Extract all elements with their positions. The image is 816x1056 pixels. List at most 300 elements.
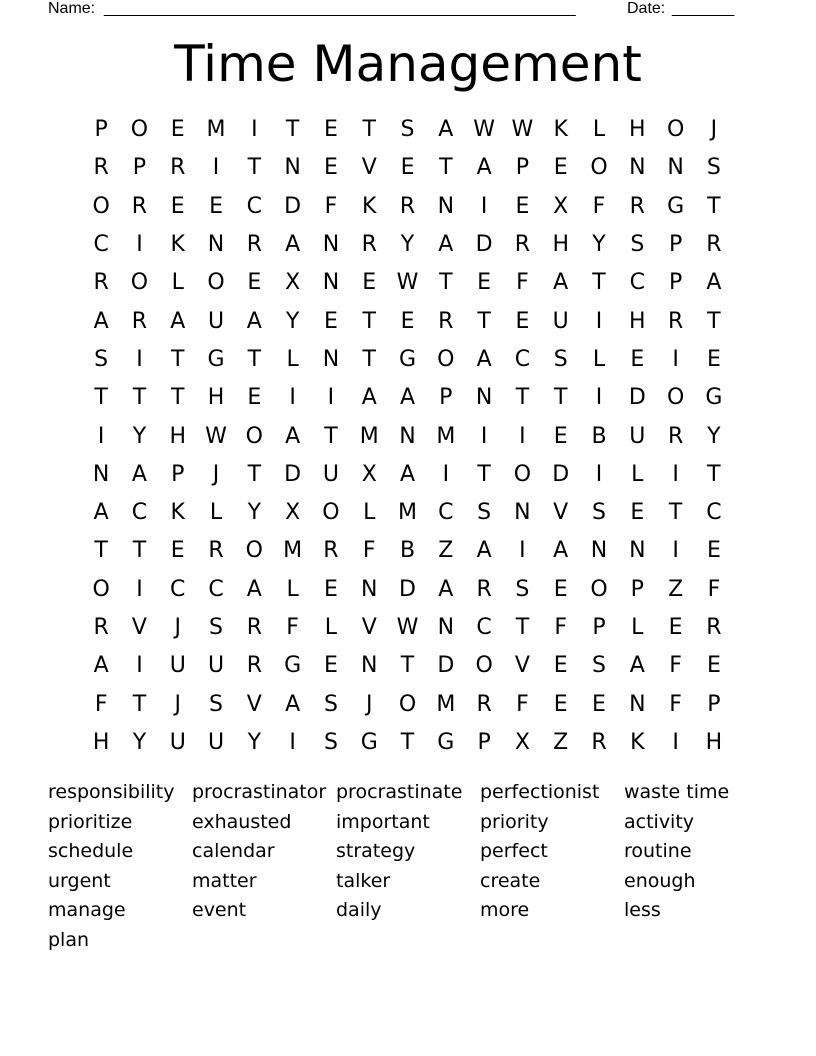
grid-letter[interactable]: E [170,538,185,564]
grid-letter[interactable]: Y [247,729,262,755]
grid-letter[interactable]: N [360,653,378,679]
grid-letter[interactable]: S [400,117,415,143]
grid-letter[interactable]: A [285,232,301,258]
grid-letter[interactable]: H [629,308,646,334]
grid-letter[interactable]: E [323,653,338,679]
grid-letter[interactable]: N [92,461,110,487]
grid-letter[interactable]: E [362,270,377,296]
grid-letter[interactable]: U [552,308,569,334]
grid-letter[interactable]: E [706,346,721,372]
grid-letter[interactable]: I [595,308,603,334]
grid-letter[interactable]: T [439,155,453,181]
grid-letter[interactable]: Y [132,729,147,755]
grid-letter[interactable]: P [668,270,683,296]
grid-letter[interactable]: E [630,500,645,526]
grid-letter[interactable]: I [480,423,488,449]
grid-letter[interactable]: K [170,500,185,526]
grid-letter[interactable]: N [322,232,340,258]
word-list-item: manage [48,899,126,922]
grid-letter[interactable]: R [323,538,339,564]
grid-letter[interactable]: L [171,270,184,296]
grid-letter[interactable]: O [130,270,149,296]
grid-letter[interactable]: C [514,346,531,372]
grid-letter[interactable]: T [400,729,415,755]
grid-letter[interactable]: A [553,538,569,564]
grid-letter[interactable]: U [322,461,339,487]
grid-letter[interactable]: A [170,308,186,334]
grid-letter[interactable]: T [553,385,568,411]
grid-letter[interactable]: V [361,155,377,181]
grid-letter[interactable]: R [476,576,492,602]
grid-letter[interactable]: Y [707,423,721,449]
grid-letter[interactable]: M [436,423,456,449]
grid-letter[interactable]: E [553,423,568,449]
grid-letter[interactable]: C [706,500,722,526]
grid-letter[interactable]: I [251,117,258,143]
grid-letter[interactable]: T [707,308,721,334]
grid-letter[interactable]: C [476,615,492,640]
grid-row [82,226,733,264]
grid-letter[interactable]: F [592,193,606,219]
grid-letter[interactable]: G [437,729,455,755]
grid-letter[interactable]: J [710,117,718,143]
grid-letter[interactable]: T [400,653,415,679]
grid-letter[interactable]: X [514,729,530,755]
grid-letter[interactable]: A [629,653,645,679]
grid-letter[interactable]: I [289,729,296,755]
grid-letter[interactable]: G [284,653,302,679]
grid-letter[interactable]: H [169,423,187,449]
grid-letter[interactable]: Y [400,232,415,258]
grid-letter[interactable]: I [672,346,679,372]
grid-letter[interactable]: R [208,538,224,564]
grid-letter[interactable]: I [519,423,526,449]
grid-letter[interactable]: D [284,461,302,487]
grid-letter[interactable]: W [511,117,534,143]
grid-letter[interactable]: J [174,615,181,640]
grid-letter[interactable]: V [131,615,147,640]
grid-letter[interactable]: A [438,232,454,258]
grid-letter[interactable]: N [322,270,340,296]
grid-letter[interactable]: A [131,461,147,487]
word-list-item: calendar [192,840,275,863]
grid-letter[interactable]: R [399,193,416,219]
grid-letter[interactable]: H [92,729,110,755]
grid-letter[interactable]: N [667,155,684,181]
grid-letter[interactable]: I [327,385,335,411]
grid-letter[interactable]: P [477,729,491,755]
grid-letter[interactable]: I [289,385,296,411]
grid-letter[interactable]: U [169,653,186,679]
grid-letter[interactable]: G [398,346,417,372]
grid-letter[interactable]: I [480,193,488,219]
grid-letter[interactable]: P [592,615,606,640]
grid-letter[interactable]: X [285,270,301,296]
grid-letter[interactable]: A [246,308,262,334]
grid-letter[interactable]: L [592,346,606,372]
grid-letter[interactable]: T [707,461,721,487]
grid-letter[interactable]: E [209,193,223,219]
grid-letter[interactable]: D [284,193,302,219]
grid-letter[interactable]: F [94,691,108,717]
grid-letter[interactable]: J [365,691,373,717]
grid-letter[interactable]: R [667,308,684,334]
grid-letter[interactable]: E [323,117,338,143]
grid-letter[interactable]: D [399,576,416,602]
grid-letter[interactable]: F [516,270,529,296]
grid-letter[interactable]: G [360,729,378,755]
grid-letter[interactable]: T [707,193,721,219]
grid-letter[interactable]: O [245,423,263,449]
grid-letter[interactable]: R [438,308,454,334]
grid-letter[interactable]: R [93,615,109,640]
grid-letter[interactable]: Z [438,538,454,564]
grid-letter[interactable]: V [514,653,530,679]
grid-letter[interactable]: M [359,423,379,449]
grid-letter[interactable]: A [438,576,454,602]
grid-letter[interactable]: R [361,232,377,258]
grid-letter[interactable]: I [519,538,526,564]
grid-letter[interactable]: Y [132,423,147,449]
grid-letter[interactable]: R [131,308,148,334]
grid-letter[interactable]: T [94,385,108,411]
grid-letter[interactable]: L [209,500,223,526]
grid-letter[interactable]: T [247,461,262,487]
grid-letter[interactable]: T [285,117,300,143]
grid-letter[interactable]: R [514,232,531,258]
grid-letter[interactable]: C [438,500,454,526]
grid-letter[interactable]: T [515,385,530,411]
grid-letter[interactable]: N [322,346,340,372]
grid-letter[interactable]: E [400,308,415,334]
grid-letter[interactable]: P [171,461,185,487]
grid-letter[interactable]: N [284,155,301,181]
grid-letter[interactable]: S [592,500,606,526]
word-list-item: perfectionist [480,781,600,803]
grid-letter[interactable]: I [97,423,105,449]
grid-letter[interactable]: N [399,423,416,449]
grid-letter[interactable]: W [473,117,495,143]
grid-letter[interactable]: I [136,653,143,679]
grid-letter[interactable]: W [396,615,419,640]
grid-letter[interactable]: I [672,729,679,755]
grid-letter[interactable]: O [92,576,110,602]
grid-letter[interactable]: F [324,193,338,219]
grid-letter[interactable]: L [286,346,299,372]
grid-letter[interactable]: F [554,615,568,640]
grid-letter[interactable]: N [207,232,225,258]
grid-letter[interactable]: C [131,500,148,526]
grid-letter[interactable]: U [207,729,225,755]
grid-letter[interactable]: E [553,155,568,181]
grid-letter[interactable]: I [672,538,679,564]
grid-row [82,532,733,570]
grid-letter[interactable]: S [706,155,721,181]
grid-letter[interactable]: P [515,155,530,181]
grid-letter[interactable]: E [553,576,568,602]
grid-row [82,341,733,379]
grid-letter[interactable]: G [705,385,723,411]
grid-letter[interactable]: R [93,270,109,296]
name-field[interactable]: _____________________________________________________ [104,0,576,17]
grid-letter[interactable]: E [706,538,721,564]
grid-letter[interactable]: O [398,691,417,717]
grid-letter[interactable]: T [324,423,338,449]
grid-letter[interactable]: O [666,385,685,411]
grid-letter[interactable]: T [439,270,453,296]
grid-letter[interactable]: E [553,653,568,679]
grid-letter[interactable]: N [629,155,646,181]
grid-letter[interactable]: H [207,385,225,411]
grid-letter[interactable]: T [477,461,491,487]
grid-letter[interactable]: V [553,500,569,526]
grid-letter[interactable]: A [361,385,377,411]
grid-letter[interactable]: N [629,538,646,564]
grid-letter[interactable]: N [360,576,378,602]
grid-letter[interactable]: F [362,538,376,564]
grid-letter[interactable]: J [174,691,181,717]
grid-letter[interactable]: R [629,193,645,219]
grid-letter[interactable]: T [171,385,185,411]
grid-letter[interactable]: I [672,461,679,487]
grid-letter[interactable]: G [207,346,225,372]
grid-letter[interactable]: S [209,615,224,640]
grid-letter[interactable]: A [706,270,722,296]
grid-letter[interactable]: E [323,308,338,334]
grid-letter[interactable]: M [436,691,456,717]
grid-letter[interactable]: B [591,423,607,449]
grid-letter[interactable]: N [590,538,608,564]
grid-letter[interactable]: P [630,576,644,602]
grid-letter[interactable]: S [209,691,224,717]
grid-letter[interactable]: I [212,155,220,181]
word-list-item: schedule [48,840,134,863]
grid-letter[interactable]: R [706,615,722,640]
grid-letter[interactable]: D [437,653,455,679]
grid-letter[interactable]: O [513,461,532,487]
grid-letter[interactable]: P [668,232,683,258]
grid-letter[interactable]: U [207,308,225,334]
grid-letter[interactable]: Z [668,576,684,602]
grid-letter[interactable]: W [396,270,419,296]
grid-letter[interactable]: E [477,270,492,296]
grid-letter[interactable]: U [629,423,646,449]
grid-letter[interactable]: Z [553,729,569,755]
grid-letter[interactable]: T [132,538,147,564]
grid-letter[interactable]: T [515,615,530,640]
grid-letter[interactable]: C [93,232,109,258]
grid-letter[interactable]: X [553,193,569,219]
grid-letter[interactable]: E [323,155,338,181]
date-field[interactable]: _______ [672,0,735,17]
grid-letter[interactable]: R [170,155,186,181]
grid-letter[interactable]: I [595,385,603,411]
grid-letter[interactable]: P [439,385,453,411]
grid-letter[interactable]: I [595,461,603,487]
grid-letter[interactable]: D [475,232,493,258]
grid-letter[interactable]: V [246,691,262,717]
grid-letter[interactable]: Y [592,232,606,258]
grid-letter[interactable]: L [286,576,299,602]
grid-letter[interactable]: A [553,270,569,296]
grid-letter[interactable]: E [247,270,262,296]
grid-letter[interactable]: F [286,615,299,640]
grid-letter[interactable]: O [666,117,685,143]
grid-letter[interactable]: A [93,653,109,679]
grid-letter[interactable]: C [208,576,224,602]
grid-letter[interactable]: B [399,538,416,564]
grid-letter[interactable]: K [630,729,645,755]
grid-letter[interactable]: O [245,538,263,564]
grid-letter[interactable]: S [323,729,338,755]
grid-letter[interactable]: E [630,346,645,372]
grid-letter[interactable]: D [552,461,570,487]
grid-letter[interactable]: A [246,576,262,602]
grid-letter[interactable]: E [515,193,530,219]
grid-letter[interactable]: E [668,615,683,640]
grid-letter[interactable]: A [285,423,301,449]
grid-letter[interactable]: I [136,232,143,258]
grid-letter[interactable]: O [590,576,608,602]
grid-letter[interactable]: G [667,193,685,219]
grid-letter[interactable]: C [246,193,263,219]
grid-letter[interactable]: S [553,346,568,372]
grid-letter[interactable]: E [170,117,185,143]
grid-letter[interactable]: L [324,615,338,640]
grid-letter[interactable]: N [437,193,455,219]
grid-letter[interactable]: C [170,576,186,602]
grid-letter[interactable]: M [398,500,418,526]
grid-letter[interactable]: R [246,653,262,679]
grid-letter[interactable]: O [437,346,455,372]
grid-letter[interactable]: A [399,385,416,411]
grid-letter[interactable]: A [476,538,492,564]
grid-letter[interactable]: T [592,270,606,296]
grid-letter[interactable]: L [631,461,644,487]
grid-letter[interactable]: Y [247,500,262,526]
grid-letter[interactable]: I [136,346,143,372]
grid-letter[interactable]: D [628,385,646,411]
grid-letter[interactable]: T [171,346,185,372]
grid-letter[interactable]: E [706,653,721,679]
grid-letter[interactable]: R [476,691,492,717]
grid-letter[interactable]: O [590,155,608,181]
grid-letter[interactable]: T [132,385,147,411]
grid-letter[interactable]: N [514,500,531,526]
grid-letter[interactable]: R [591,729,607,755]
grid-letter[interactable]: X [285,500,301,526]
grid-letter[interactable]: E [592,691,606,717]
grid-letter[interactable]: S [94,346,109,372]
grid-letter[interactable]: H [552,232,569,258]
grid-letter[interactable]: R [131,193,148,219]
grid-letter[interactable]: T [668,500,683,526]
grid-letter[interactable]: F [707,576,721,602]
grid-letter[interactable]: T [94,538,108,564]
grid-letter[interactable]: T [362,117,376,143]
grid-letter[interactable]: T [247,346,262,372]
grid-letter[interactable]: O [322,500,340,526]
grid-letter[interactable]: N [437,615,455,640]
grid-letter[interactable]: E [400,155,415,181]
grid-letter[interactable]: M [206,117,226,143]
grid-letter[interactable]: P [132,155,147,181]
grid-letter[interactable]: O [207,270,225,296]
grid-letter[interactable]: F [669,691,682,717]
grid-letter[interactable]: J [212,461,220,487]
grid-letter[interactable]: Y [285,308,300,334]
grid-letter[interactable]: O [130,117,149,143]
grid-letter[interactable]: T [362,308,376,334]
grid-letter[interactable]: A [93,308,109,334]
grid-letter[interactable]: C [629,270,645,296]
grid-letter[interactable]: P [94,117,108,143]
grid-letter[interactable]: S [323,691,338,717]
grid-letter[interactable]: S [477,500,492,526]
grid-letter[interactable]: L [363,500,376,526]
grid-letter[interactable]: L [592,117,606,143]
grid-letter[interactable]: U [169,729,186,755]
grid-letter[interactable]: M [283,538,303,564]
grid-letter[interactable]: K [362,193,377,219]
grid-letter[interactable]: E [247,385,262,411]
grid-letter[interactable]: O [92,193,110,219]
grid-letter[interactable]: O [475,653,493,679]
grid-letter[interactable]: A [399,461,416,487]
grid-letter[interactable]: X [361,461,377,487]
grid-letter[interactable]: R [706,232,722,258]
grid-row [82,571,733,609]
grid-letter[interactable]: V [361,615,377,640]
grid-letter[interactable]: R [93,155,109,181]
grid-letter[interactable]: N [629,691,646,717]
grid-letter[interactable]: E [323,576,338,602]
grid-letter[interactable]: H [629,117,646,143]
grid-letter[interactable]: I [442,461,450,487]
grid-letter[interactable]: E [170,193,185,219]
grid-letter[interactable]: H [705,729,723,755]
grid-letter[interactable]: K [553,117,568,143]
grid-letter[interactable]: W [205,423,227,449]
grid-letter[interactable]: I [136,576,143,602]
grid-letter[interactable]: A [285,691,301,717]
grid-letter[interactable]: E [553,691,568,717]
grid-letter[interactable]: A [93,500,109,526]
grid-letter[interactable]: S [630,232,645,258]
word-list-item: prioritize [48,810,133,833]
grid-letter[interactable]: F [516,691,529,717]
grid-letter[interactable]: P [707,691,721,717]
grid-letter[interactable]: S [515,576,530,602]
grid-letter[interactable]: T [362,346,376,372]
grid-letter[interactable]: R [246,232,262,258]
grid-letter[interactable]: T [132,691,147,717]
grid-letter[interactable]: T [247,155,262,181]
grid-letter[interactable]: U [207,653,225,679]
grid-letter[interactable]: A [476,155,492,181]
grid-letter[interactable]: A [476,346,492,372]
grid-letter[interactable]: S [592,653,606,679]
grid-letter[interactable]: F [669,653,682,679]
grid-letter[interactable]: E [515,308,530,334]
grid-letter[interactable]: A [438,117,454,143]
grid-letter[interactable]: K [170,232,185,258]
grid-letter[interactable]: R [246,615,262,640]
grid-letter[interactable]: N [475,385,493,411]
grid-letter[interactable]: R [667,423,684,449]
grid-letter[interactable]: L [631,615,644,640]
grid-letter[interactable]: T [477,308,491,334]
